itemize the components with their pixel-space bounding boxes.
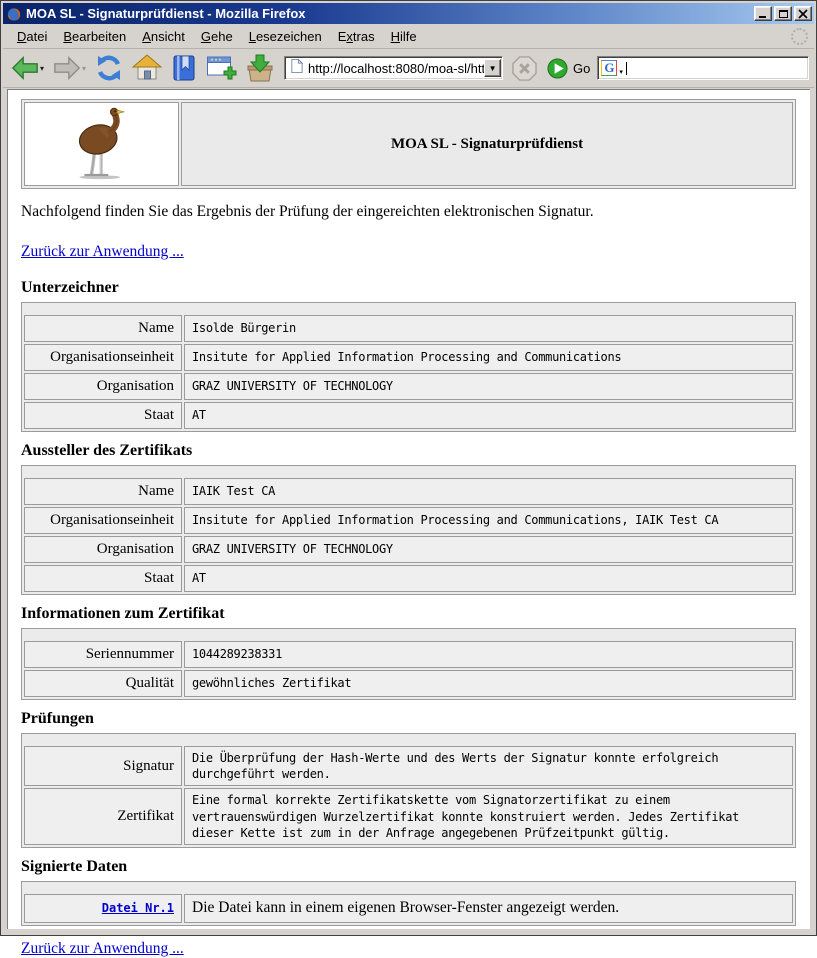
go-button[interactable] (543, 58, 594, 79)
downloads-box-icon (245, 54, 275, 82)
intro-text: Nachfolgend finden Sie das Ergebnis der Prüfung der eingereichten elektronischen Signatur. (21, 203, 594, 220)
row-label: Zertifikat (24, 788, 182, 845)
menu-datei[interactable]: Datei (17, 28, 48, 44)
row-value: IAIK Test CA (184, 478, 793, 505)
table-row (24, 478, 793, 505)
search-engine-dropdown-icon[interactable]: ▾ (619, 68, 623, 76)
row-label: Staat (24, 402, 182, 429)
table-row (24, 402, 793, 429)
menu-bearbeiten[interactable]: Bearbeiten (63, 28, 127, 44)
section (21, 442, 796, 595)
section-heading: Prüfungen (21, 710, 94, 727)
back-to-application-link-bottom[interactable]: Zurück zur Anwendung ... (21, 939, 184, 957)
row-value: Insitute for Applied Information Processing and Communications, IAIK Test CA (184, 507, 793, 534)
maximize-button[interactable] (774, 6, 792, 21)
text-cursor (626, 62, 627, 75)
row-value: GRAZ UNIVERSITY OF TECHNOLOGY (184, 536, 793, 563)
table-row (24, 373, 793, 400)
table-row (24, 670, 793, 697)
section (21, 605, 796, 700)
back-arrow-icon (11, 55, 39, 81)
row-label: Staat (24, 565, 182, 592)
reload-button[interactable] (92, 52, 126, 84)
table-row (24, 641, 793, 668)
menu-ansicht[interactable]: Ansicht (142, 28, 185, 44)
table-row (24, 565, 793, 592)
home-button[interactable] (129, 52, 165, 84)
url-dropdown-icon[interactable]: ▼ (484, 59, 501, 77)
forward-arrow-icon (53, 55, 81, 81)
page-icon (289, 58, 304, 79)
data-table (21, 628, 796, 700)
new-window-button[interactable] (203, 52, 239, 84)
row-label: Organisationseinheit (24, 344, 182, 371)
section-heading: Unterzeichner (21, 279, 119, 296)
window-controls (754, 6, 812, 21)
menu-hilfe[interactable]: Hilfe (390, 28, 417, 44)
go-label: Go (573, 60, 591, 76)
table-row (24, 746, 793, 786)
row-label: Organisationseinheit (24, 507, 182, 534)
table-row (24, 344, 793, 371)
menubar (3, 24, 814, 49)
back-to-application-link-top[interactable]: Zurück zur Anwendung ... (21, 243, 184, 260)
search-box[interactable] (597, 56, 809, 80)
window-title: MOA SL - Signaturprüfdienst - Mozilla Firefox (26, 6, 306, 21)
row-value: 1044289238331 (184, 641, 793, 668)
menu-extras[interactable]: Extras (337, 28, 375, 44)
page-title: MOA SL - Signaturprüfdienst (181, 102, 793, 186)
search-input[interactable] (629, 61, 805, 76)
result-sections (21, 279, 796, 926)
home-icon (132, 54, 162, 82)
forward-dropdown-icon[interactable]: ▾ (82, 63, 87, 73)
row-label (24, 894, 182, 923)
google-logo-icon[interactable]: G (601, 60, 617, 76)
data-table (21, 465, 796, 595)
minimize-button[interactable] (754, 6, 772, 21)
row-label: Seriennummer (24, 641, 182, 668)
row-value: AT (184, 565, 793, 592)
table-row (24, 894, 793, 923)
navigation-toolbar (3, 49, 814, 88)
menu-items (9, 26, 425, 47)
section (21, 858, 796, 926)
url-input[interactable] (308, 61, 484, 76)
close-button[interactable] (794, 6, 812, 21)
activity-throbber-icon (791, 28, 808, 45)
row-label: Organisation (24, 536, 182, 563)
row-value: Isolde Bürgerin (184, 315, 793, 342)
firefox-icon (6, 6, 22, 22)
data-table (21, 302, 796, 432)
table-row (24, 536, 793, 563)
row-label: Signatur (24, 746, 182, 786)
row-value: Insitute for Applied Information Processing and Communications (184, 344, 793, 371)
titlebar[interactable] (3, 3, 814, 24)
section (21, 279, 796, 432)
forward-button[interactable] (50, 52, 89, 84)
row-label: Organisation (24, 373, 182, 400)
moa-bird-image (24, 102, 179, 186)
url-bar[interactable] (284, 56, 503, 80)
reload-icon (95, 54, 123, 82)
section-heading: Informationen zum Zertifikat (21, 605, 225, 622)
row-value: Die Datei kann in einem eigenen Browser-Fenster angezeigt werden. (184, 894, 793, 923)
row-value: gewöhnliches Zertifikat (184, 670, 793, 697)
data-table (21, 733, 796, 848)
menu-gehe[interactable]: Gehe (200, 28, 233, 44)
row-label: Name (24, 315, 182, 342)
stop-icon (512, 56, 537, 81)
signed-file-link[interactable]: Datei Nr.1 (101, 901, 174, 916)
section (21, 710, 796, 848)
stop-button[interactable] (509, 52, 540, 84)
row-label: Name (24, 478, 182, 505)
content-frame (3, 88, 814, 957)
page-banner (21, 99, 796, 189)
section-heading: Aussteller des Zertifikats (21, 442, 193, 459)
row-value: AT (184, 402, 793, 429)
go-icon (547, 58, 568, 79)
row-value: Die Überprüfung der Hash-Werte und des Werts der Signatur konnte erfolgreich durchgeführt werden. (184, 746, 793, 786)
table-row (24, 788, 793, 845)
back-dropdown-icon[interactable]: ▾ (40, 63, 45, 73)
table-row (24, 507, 793, 534)
row-value: Eine formal korrekte Zertifikatskette vom Signatorzertifikat zu einem vertrauenswürdigen Wurzelzertifikat konnte konstruiert werden. Jedes Zertifikat dieser Kette ist zum in der Anfrage angegebenen Prüfzeitpunkt gültig. (184, 788, 793, 845)
section-heading: Signierte Daten (21, 857, 128, 875)
downloads-button[interactable] (242, 52, 278, 84)
bookmarks-book-icon (171, 54, 197, 82)
table-row (24, 315, 793, 342)
row-label: Qualität (24, 670, 182, 697)
back-button[interactable] (8, 52, 47, 84)
data-table (21, 881, 796, 926)
bookmarks-button[interactable] (168, 52, 200, 84)
menu-lesezeichen[interactable]: Lesezeichen (248, 28, 322, 44)
row-value: GRAZ UNIVERSITY OF TECHNOLOGY (184, 373, 793, 400)
page-content (7, 89, 810, 957)
new-window-icon (206, 54, 236, 82)
